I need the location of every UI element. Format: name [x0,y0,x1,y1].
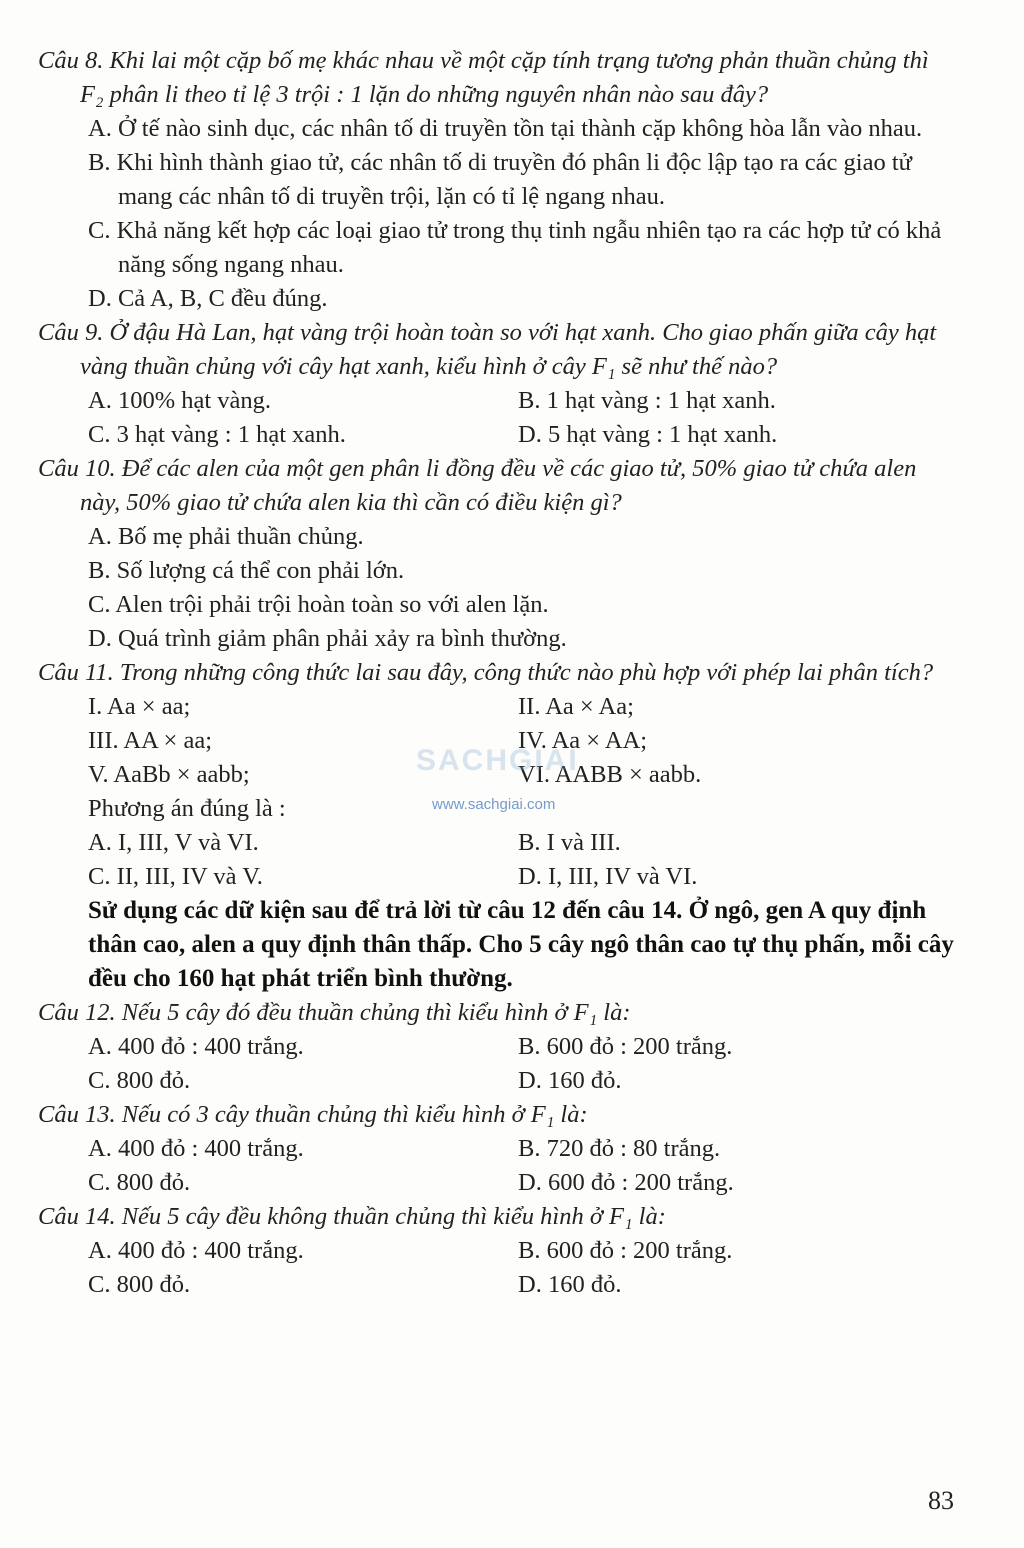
question-12-option-c: C. 800 đỏ. [88,1067,191,1094]
question-13-option-b: B. 720 đỏ : 80 trắng. [518,1135,721,1162]
question-11-cross-vi: VI. AABB × aabb. [518,761,702,788]
question-8 [38,44,958,316]
question-11-option-a: A. I, III, V và VI. [88,829,259,856]
question-8-stem: Câu 8. Khi lai một cặp bố mẹ khác nhau về một cặp tính trạng tương phản thuần chủng thì F₂ phân li theo tỉ lệ 3 trội : 1 lặn do những nguyên nhân nào sau đây? [38,47,929,108]
question-12-options-row-2 [38,1064,958,1098]
question-8-option-b: B. Khi hình thành giao tử, các nhân tố di truyền đó phân li độc lập tạo ra các giao tử mang các nhân tố di truyền trội, lặn có tỉ lệ ngang nhau. [88,149,912,210]
question-9-options-row-2 [38,418,958,452]
question-9-stem: Câu 9. Ở đậu Hà Lan, hạt vàng trội hoàn toàn so với hạt xanh. Cho giao phấn giữa cây hạt vàng thuần chủng với cây hạt xanh, kiểu hình ở cây F₁ sẽ như thế nào? [38,319,937,380]
question-13-option-d: D. 600 đỏ : 200 trắng. [518,1169,734,1196]
question-10-option-d: D. Quá trình giảm phân phải xảy ra bình thường. [88,625,567,652]
question-12-stem: Câu 12. Nếu 5 cây đó đều thuần chủng thì kiểu hình ở F₁ là: [38,999,631,1026]
question-12-option-d: D. 160 đỏ. [518,1067,622,1094]
page-number: 83 [928,1486,954,1515]
question-13-option-c: C. 800 đỏ. [88,1169,191,1196]
question-13-stem: Câu 13. Nếu có 3 cây thuần chủng thì kiểu hình ở F₁ là: [38,1101,588,1128]
question-10-stem: Câu 10. Để các alen của một gen phân li đồng đều về các giao tử, 50% giao tử chứa alen này, 50% giao tử chứa alen kia thì cần có điều kiện gì? [38,455,917,516]
question-11-option-c: C. II, III, IV và V. [88,863,263,890]
question-10 [38,452,958,656]
page-content [38,44,958,1302]
question-8-option-d: D. Cả A, B, C đều đúng. [88,285,328,312]
question-10-option-a: A. Bố mẹ phải thuần chủng. [88,523,364,550]
question-8-option-a: A. Ở tế nào sinh dục, các nhân tố di truyền tồn tại thành cặp không hòa lẫn vào nhau. [88,115,923,142]
question-14-option-a: A. 400 đỏ : 400 trắng. [88,1237,304,1264]
question-12 [38,996,958,1098]
question-14-stem: Câu 14. Nếu 5 cây đều không thuần chủng thì kiểu hình ở F₁ là: [38,1203,666,1230]
question-8-option-c: C. Khả năng kết hợp các loại giao tử trong thụ tinh ngẫu nhiên tạo ra các hợp tử có khả năng sống ngang nhau. [88,217,942,278]
question-11-cross-i: I. Aa × aa; [88,693,191,720]
question-12-options-row-1 [38,1030,958,1064]
question-11-option-b: B. I và III. [518,829,621,856]
question-9 [38,316,958,452]
question-11-cross-v: V. AaBb × aabb; [88,761,250,788]
question-9-option-a: A. 100% hạt vàng. [88,387,272,414]
question-13-options-row-1 [38,1132,958,1166]
question-11-cross-ii: II. Aa × Aa; [518,693,634,720]
question-11-cross-iii: III. AA × aa; [88,727,213,754]
question-11-option-d: D. I, III, IV và VI. [518,863,698,890]
watermark-url: www.sachgiai.com [432,796,556,813]
question-14-option-d: D. 160 đỏ. [518,1271,622,1298]
questions-12-14-intro: Sử dụng các dữ kiện sau để trả lời từ câu 12 đến câu 14. Ở ngô, gen A quy định thân cao, alen a quy định thân thấp. Cho 5 cây ngô thân cao tự thụ phấn, mỗi cây đều cho 160 hạt phát triển bình thường. [88,897,954,992]
question-11-options-row-2 [38,860,958,894]
question-10-option-b: B. Số lượng cá thể con phải lớn. [88,557,405,584]
question-9-option-d: D. 5 hạt vàng : 1 hạt xanh. [518,421,778,448]
question-12-option-b: B. 600 đỏ : 200 trắng. [518,1033,733,1060]
question-13-options-row-2 [38,1166,958,1200]
question-10-option-c: C. Alen trội phải trội hoàn toàn so với alen lặn. [88,591,549,618]
watermark-logo: SACHGIAI [416,744,579,777]
question-11-cross-iv: IV. Aa × AA; [518,727,648,754]
question-11-stem: Câu 11. Trong những công thức lai sau đây, công thức nào phù hợp với phép lai phân tích? [38,659,934,686]
question-11 [38,656,958,894]
question-12-option-a: A. 400 đỏ : 400 trắng. [88,1033,304,1060]
question-11-options-row-1 [38,826,958,860]
question-9-option-c: C. 3 hạt vàng : 1 hạt xanh. [88,421,346,448]
question-11-crosses-row-2 [38,724,958,758]
question-11-crosses-row-3 [38,758,958,792]
question-14 [38,1200,958,1302]
question-9-option-b: B. 1 hạt vàng : 1 hạt xanh. [518,387,776,414]
question-14-option-c: C. 800 đỏ. [88,1271,191,1298]
question-11-crosses-row-1 [38,690,958,724]
question-14-options-row-1 [38,1234,958,1268]
question-13 [38,1098,958,1200]
question-14-options-row-2 [38,1268,958,1302]
question-11-prompt: Phương án đúng là : [88,795,286,822]
question-13-option-a: A. 400 đỏ : 400 trắng. [88,1135,304,1162]
question-14-option-b: B. 600 đỏ : 200 trắng. [518,1237,733,1264]
question-9-options-row-1 [38,384,958,418]
